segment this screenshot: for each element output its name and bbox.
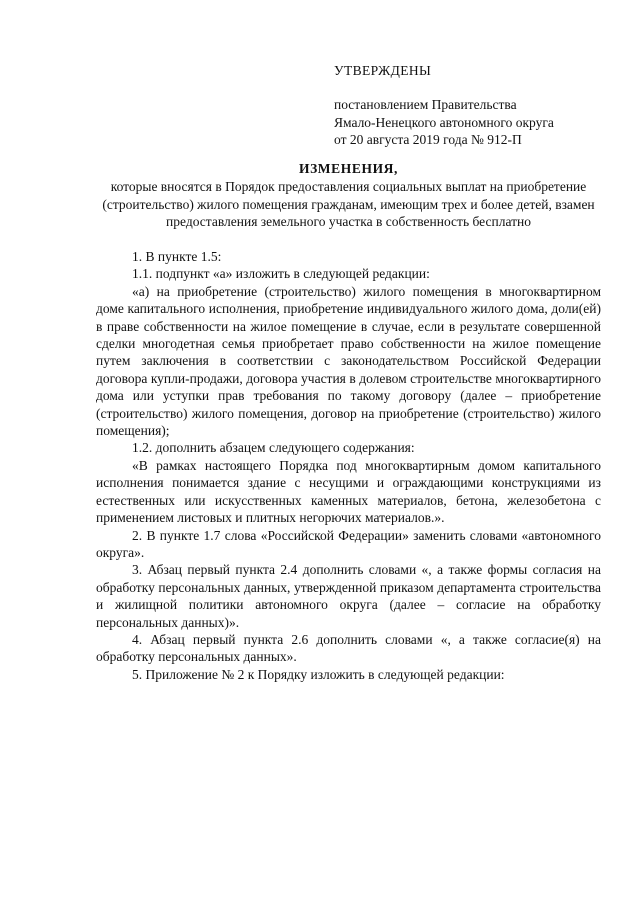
heading-subtitle: которые вносятся в Порядок предоставления социальных выплат на приобретение (строительство) жилого помещения гражданам, имеющим трех и более детей, взамен предоставления земельного участка в собственность бесплатно	[102, 179, 595, 230]
paragraph-4: 4. Абзац первый пункта 2.6 дополнить словами «, а также согласие(я) на обработку персональных данных».	[96, 631, 601, 665]
paragraph-1: 1. В пункте 1.5:	[132, 249, 222, 264]
approval-block	[334, 62, 624, 149]
approval-line-1: постановлением Правительства	[334, 97, 517, 113]
approval-line-3: от 20 августа 2019 года № 912-П	[334, 132, 522, 148]
paragraph-5: 5. Приложение № 2 к Порядку изложить в следующей редакции:	[132, 666, 505, 682]
document-heading	[96, 160, 601, 231]
paragraph-1-1-a: «а) на приобретение (строительство) жилого помещения в многоквартирном доме капитального исполнения, приобретение индивидуального жилого дома, доли(ей) в праве собственности на жилое помещение в случае, если в результате совершенной сделки многодетная семья приобретает право собственности на жилое помещение путем заключения в соответствии с законодательством Российской Федерации договора купли-продажи, договора участия в долевом строительстве многоквартирного дома или уступки прав требования по такому договору (далее – приобретение (строительство) жилого помещения, договор на приобретение (строительство) жилого помещения);	[96, 283, 601, 439]
paragraph-1-2: 1.2. дополнить абзацем следующего содержания:	[132, 440, 415, 456]
paragraph-2: 2. В пункте 1.7 слова «Российской Федерации» заменить словами «автономного округа».	[96, 527, 601, 560]
paragraph-1-1: 1.1. подпункт «а» изложить в следующей редакции:	[132, 266, 430, 282]
paragraph-3: 3. Абзац первый пункта 2.4 дополнить словами «, а также формы согласия на обработку персональных данных, утвержденной приказом департамента строительства и жилищной политики автономного округа (далее – согласие на обработку персональных данных)».	[96, 562, 601, 630]
approval-line-2: Ямало-Ненецкого автономного округа	[334, 114, 554, 130]
paragraph-1-2-text: «В рамках настоящего Порядка под многоквартирным домом капитального исполнения понимается здание с несущими и ограждающими конструкциями из естественных или искусственных каменных материалов, бетона, железобетона с применением листовых и плитных негорючих материалов.».	[96, 457, 601, 526]
document-body	[96, 248, 601, 683]
heading-title: ИЗМЕНЕНИЯ,	[298, 161, 398, 176]
approval-title: УТВЕРЖДЕНЫ	[334, 63, 432, 78]
